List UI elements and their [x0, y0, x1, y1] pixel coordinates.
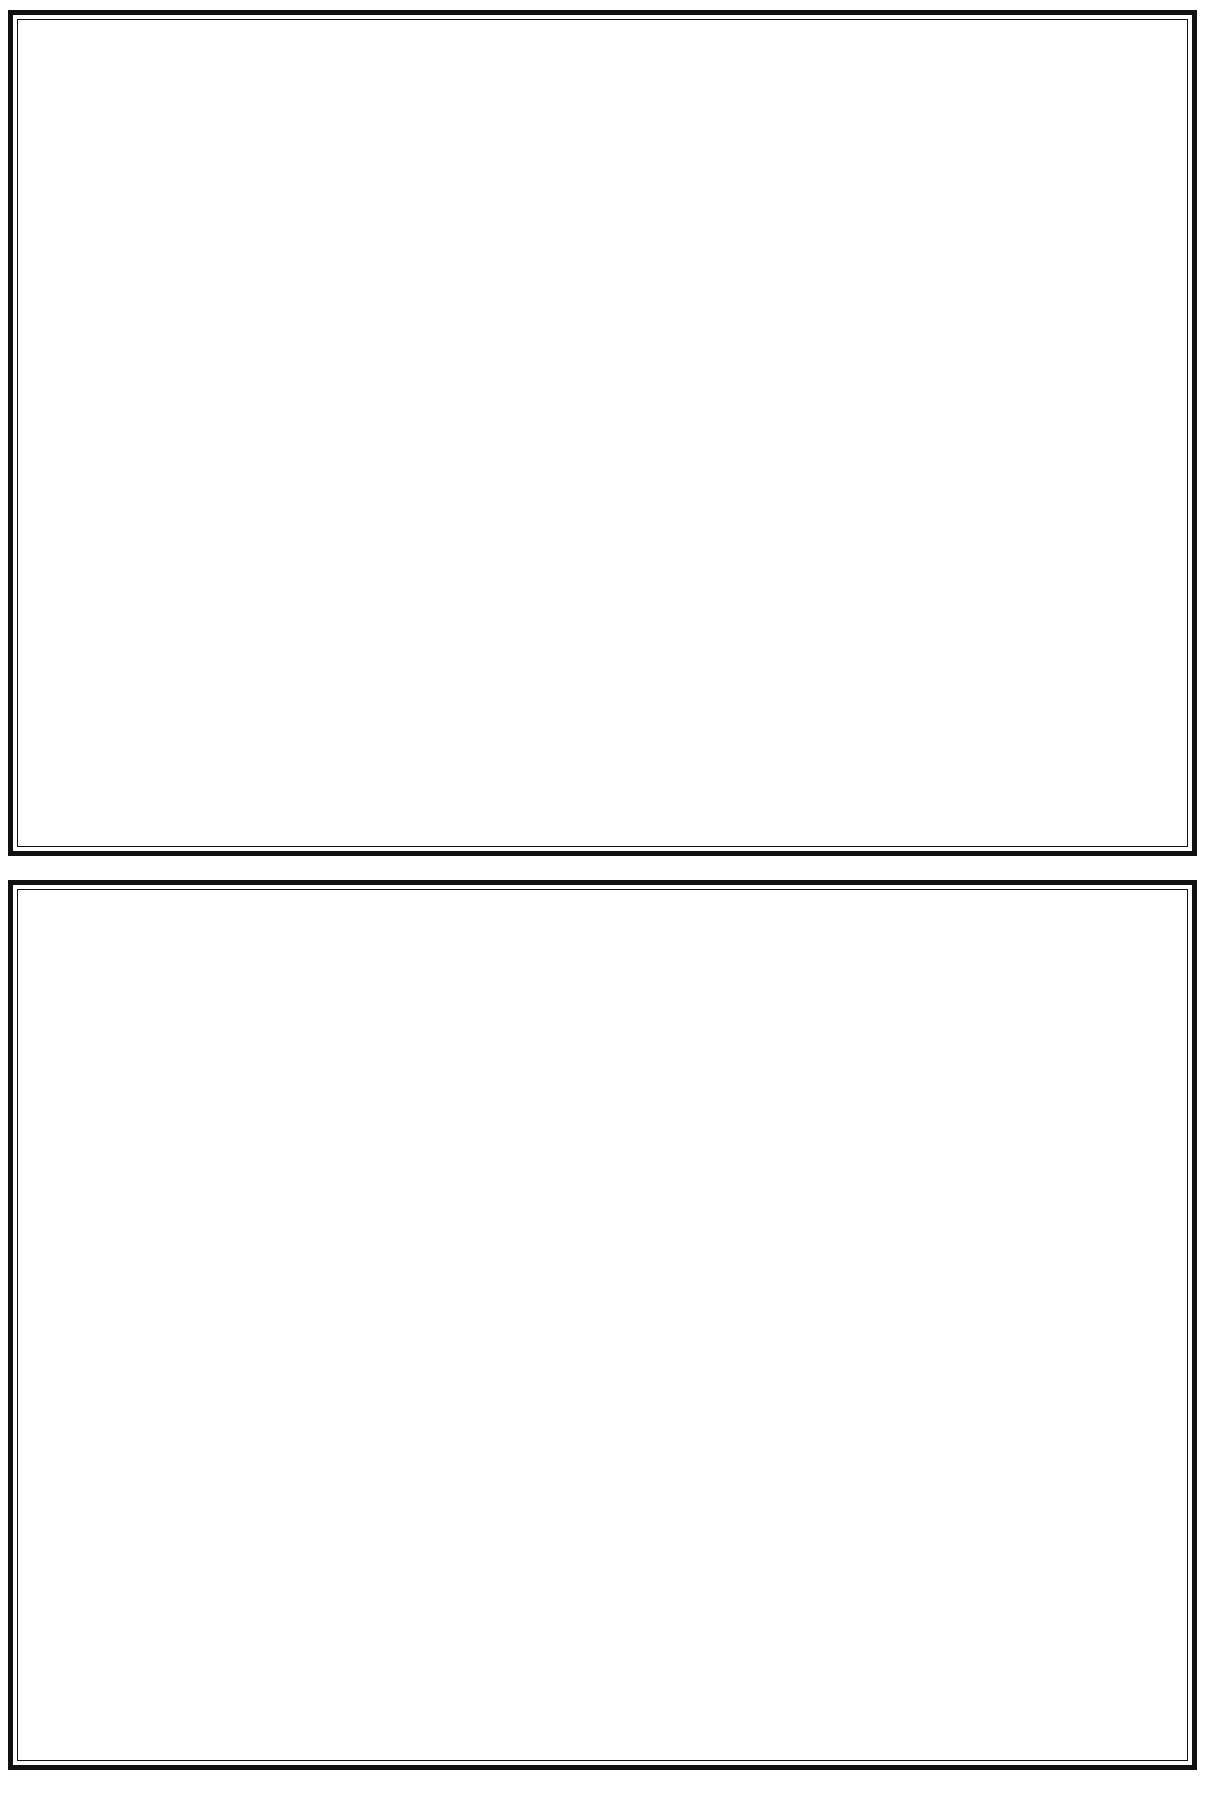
bottom-page-panel	[8, 880, 1197, 1770]
top-page-panel	[8, 10, 1197, 856]
